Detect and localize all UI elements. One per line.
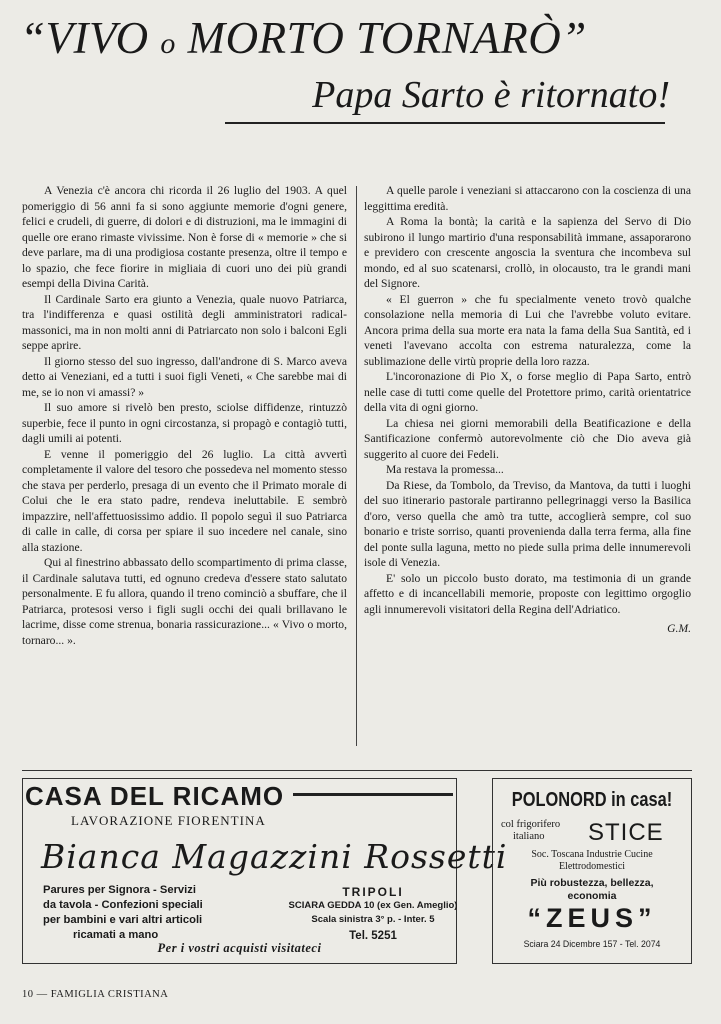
- article-signature: G.M.: [667, 622, 691, 635]
- article-paragraph: A quelle parole i veneziani si attaccarono con la coscienza di una leggittima eredità.: [364, 184, 691, 213]
- ad-address: Sciara 24 Dicembre 157 - Tel. 2074: [523, 939, 661, 950]
- ad-brand: CASA DEL RICAMO: [25, 781, 285, 811]
- article-paragraph: E' solo un piccolo busto dorato, ma testimonia di un grande affetto e di incancellabili memorie, proposte con legittimo orgoglio agli innumerevoli visitatori della Regina dell'Adriatico.: [364, 571, 691, 616]
- ad-address: [288, 885, 458, 943]
- ad-stice: STICE: [588, 819, 664, 846]
- article-subheadline: Papa Sarto è ritornato!: [312, 74, 670, 116]
- ad-stair: Scala sinistra 3° p. - Inter. 5: [311, 914, 435, 925]
- ad-item: ricamati a mano: [73, 929, 159, 941]
- ad-city: TRIPOLI: [342, 885, 404, 899]
- page-footer: 10 — FAMIGLIA CRISTIANA: [22, 989, 169, 1000]
- headline-o: o: [160, 27, 176, 60]
- ad-slogan-line2: economia: [567, 890, 617, 902]
- ad-company-line2: Elettrodomestici: [558, 861, 626, 872]
- headline-part1: “VIVO: [20, 13, 161, 63]
- article-paragraph: Il Cardinale Sarto era giunto a Venezia, quale nuovo Patriarca, tra l'indifferenza e quasi ostilità degli amministratori radical-massonici, ma in non molti anni di Patriarcato non solo i balconi Egli seppe aprire.: [22, 292, 347, 352]
- ad-company-line1: Soc. Toscana Industrie Cucine: [531, 849, 653, 860]
- article-headline: [20, 13, 700, 63]
- ad-section-rule: [22, 770, 692, 771]
- article-column-right: [364, 183, 691, 637]
- ad-zeus: “ZEUS”: [527, 903, 657, 933]
- article-paragraph: L'incoronazione di Pio X, o forse meglio di Papa Sarto, entrò nelle case di tutti come quelle del Protettore primo, carità orientatrice della vita di ogni giorno.: [364, 370, 691, 414]
- ad-slogan: [493, 877, 691, 903]
- ad-street: SCIARA GEDDA 10 (ex Gen. Ameglio): [288, 900, 458, 911]
- ad-fridge-line: [501, 819, 560, 843]
- ad-brand-rule: [293, 793, 453, 796]
- ad-fridge-line2: italiano: [513, 831, 545, 842]
- ad-item: da tavola - Confezioni speciali: [43, 899, 203, 911]
- article-paragraph: « El guerron » che fu specialmente veneto trovò qualche consolazione nella memoria di Lui che l'avrebbe voluto evitare. Ancora prima della sua morte era nata la fama della Sua Santità, ed i veneti l'avevano accolta con estrema naturalezza, come la sublimazione delle virtù proprie della loro razza.: [364, 292, 691, 368]
- ad-brand: POLONORD in casa!: [511, 789, 673, 811]
- ad-polonord: [492, 778, 692, 964]
- ad-slogan-line1: Più robustezza, bellezza,: [530, 877, 654, 889]
- article-paragraph: La chiesa nei giorni memorabili della Beatificazione e della Santificazione confermò autorevolmente ciò che Dio aveva già suggerito al cuore dei Fedeli.: [364, 416, 691, 461]
- ad-fridge-line1: col frigorifero: [501, 819, 561, 830]
- article-paragraph: Ma restava la promessa...: [386, 463, 504, 476]
- ad-casa-del-ricamo: [22, 778, 508, 964]
- article-paragraph: A Venezia c'è ancora chi ricorda il 26 luglio del 1903. A quel pomeriggio di 56 anni fa si sono aggiunte memorie d'ogni genere, felici e crudeli, di guerre, di dolori e di distruzioni, ma le immagini di quelle ore erano rimaste vivissime. Non è forse di « memorie » che si deve parlare, ma di una prodigiosa costante presenza, oltre il tempo e lo spazio, che fece fiorire in migliaia di cuori uno dei più grandi esempi della Divina Carità.: [22, 184, 347, 290]
- ad-shop-name: Bianca Magazzini Rossetti: [41, 837, 508, 876]
- article-paragraph: Il suo amore si rivelò ben presto, sciolse diffidenze, rintuzzò superbie, fece il punto in ogni circostanza, si propagò e contagiò tutti, dagli umili ai potenti.: [22, 401, 347, 445]
- article-paragraph: A Roma la bontà; la carità e la sapienza del Servo di Dio subirono il lungo martirio d'una responsabilità immane, assaporarono e previdero con crescente angoscia la sventura che incombeva sul mondo, ed al suo scatenarsi, crollò, in olocausto, tra le grandi mani del Signore.: [364, 215, 691, 290]
- column-divider: [356, 186, 357, 746]
- article-paragraph: E venne il pomeriggio del 26 luglio. La città avvertì completamente il valore del tesoro che possedeva nel momento stesso che stava per perderlo, presaga di un evento che il Primato morale di Colui che le era stato padre, rendeva ineluttabile. E sembrò impazzire, nell'affettuosissimo addio. Il popolo seguì il suo Patriarca di calle in calle, di corsa per spiare il suo incedere nel canale, sino alla stazione.: [22, 447, 347, 554]
- article-column-left: [22, 183, 347, 648]
- headline-part2: MORTO TORNARÒ”: [175, 13, 587, 63]
- ad-items: [43, 883, 203, 943]
- ad-company: [493, 849, 691, 873]
- article-paragraph: Il giorno stesso del suo ingresso, dall'androne di S. Marco aveva detto ai Veneziani, ed a tutti i suoi figli Veneti, « Che sarebbe mai di me, se io non vi amassi? »: [22, 354, 347, 399]
- ad-subtitle: LAVORAZIONE FIORENTINA: [71, 813, 266, 828]
- article-paragraph: Da Riese, da Tombolo, da Treviso, da Mantova, da tutti i luoghi del suo itinerario pastorale partiranno pellegrinaggi verso la Basilica d'oro, verso quella che amò tra tutte, accoglierà sempre, col suo bonario e triste sorriso, quanti provenienda dalla terra ferma, alla fine del ponte sulla laguna, metto no piede sulla prima delle innumerevoli isole di Venezia.: [364, 478, 691, 569]
- ad-tel: Tel. 5251: [349, 930, 397, 942]
- title-rule: [225, 122, 665, 124]
- article-paragraph: Qui al finestrino abbassato dello scompartimento di prima classe, il Cardinale salutava tutti, ed ognuno credeva d'essere stato salutato personalmente. E fu allora, quando il treno cominciò a sbuffare, che il Patriarca, protesosi verso i figli sugli occhi dei quali brillavano le lacrime, disse come strenua, bonaria rassicurazione... « Vivo o morto, tornaro... ».: [22, 556, 347, 647]
- ad-footer: Per i vostri acquisti visitateci: [157, 941, 322, 955]
- ad-item: Parures per Signora - Servizi: [43, 884, 196, 896]
- ad-item: per bambini e vari altri articoli: [43, 914, 203, 926]
